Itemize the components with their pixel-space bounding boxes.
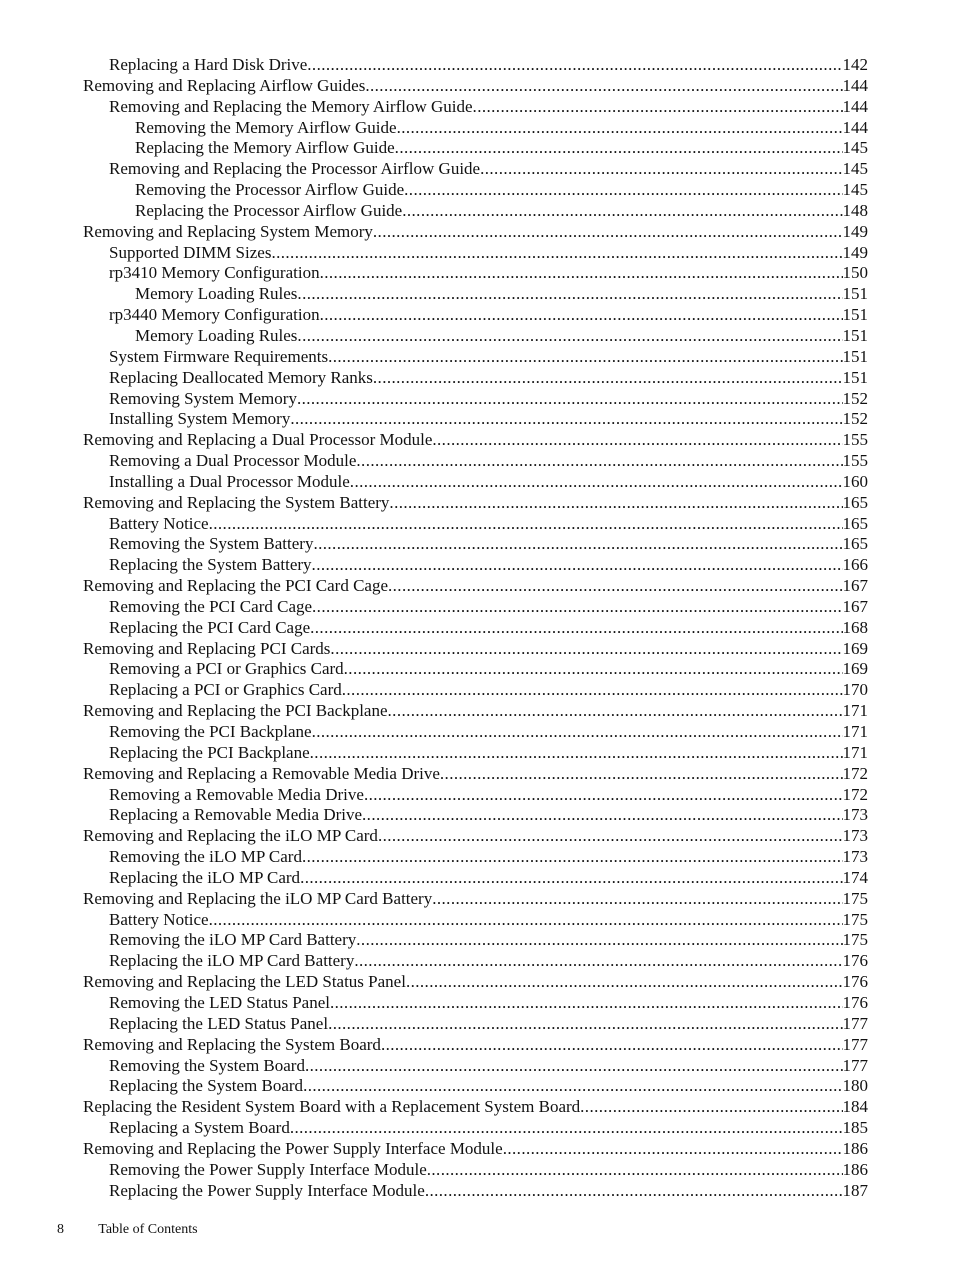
toc-entry[interactable] [83,514,868,535]
toc-entry-page-number: 148 [842,200,868,220]
toc-entry-title: Replacing the Power Supply Interface Module [109,1180,425,1200]
toc-entry[interactable] [83,97,868,118]
toc-entry-title: Removing the LED Status Panel [109,992,330,1012]
toc-dot-leader [328,347,842,368]
toc-entry-page-number: 176 [842,992,868,1012]
toc-entry-title: Replacing the iLO MP Card Battery [109,951,355,971]
toc-entry-title: Supported DIMM Sizes [109,242,272,262]
toc-entry-title: Replacing a System Board [109,1118,290,1138]
toc-entry-title: Removing and Replacing the LED Status Panel [83,972,406,992]
toc-dot-leader [307,55,842,76]
toc-entry-title: Removing and Replacing a Removable Media Drive [83,763,440,783]
toc-entry-title: Replacing the LED Status Panel [109,1013,329,1033]
toc-dot-leader [328,1014,842,1035]
toc-entry[interactable] [83,576,868,597]
toc-dot-leader [297,326,842,347]
toc-entry-title: Replacing a Hard Disk Drive [109,55,308,74]
toc-entry-page-number: 184 [842,1097,868,1117]
toc-entry-page-number: 177 [842,1055,868,1075]
toc-entry-page-number: 165 [842,492,868,512]
toc-dot-leader [310,618,842,639]
toc-dot-leader [302,847,843,868]
toc-dot-leader [402,201,842,222]
toc-entry-page-number: 170 [842,680,868,700]
toc-entry-title: Removing the iLO MP Card Battery [109,930,357,950]
toc-dot-leader [432,889,842,910]
toc-dot-leader [350,472,843,493]
toc-entry-title: Replacing the iLO MP Card [109,867,301,887]
toc-entry[interactable] [83,1035,868,1056]
toc-entry[interactable] [83,1014,868,1035]
toc-entry-title: Battery Notice [109,513,209,533]
toc-entry[interactable] [83,868,868,889]
toc-entry-page-number: 142 [842,55,868,74]
toc-entry-title: Replacing the System Board [109,1076,304,1096]
toc-entry-title: Removing the Memory Airflow Guide [135,117,397,137]
toc-entry-title: Removing the PCI Card Cage [109,596,313,616]
toc-dot-leader [373,222,843,243]
toc-entry-title: Replacing a Removable Media Drive [109,805,363,825]
toc-entry-page-number: 167 [842,596,868,616]
footer-page-number: 8 [57,1222,64,1237]
toc-entry[interactable] [83,1118,868,1139]
toc-entry-title: Installing System Memory [109,409,291,429]
toc-dot-leader [305,1056,843,1077]
toc-entry[interactable] [83,368,868,389]
toc-entry-page-number: 151 [842,305,868,325]
toc-entry-page-number: 177 [842,1013,868,1033]
toc-entry-title: Installing a Dual Processor Module [109,471,350,491]
toc-dot-leader [290,1118,843,1139]
toc-entry[interactable] [83,597,868,618]
toc-entry-page-number: 186 [842,1159,868,1179]
toc-dot-leader [290,409,842,430]
toc-entry-page-number: 185 [842,1118,868,1138]
toc-entry-title: Removing and Replacing a Dual Processor Module [83,430,433,450]
toc-dot-leader [320,263,843,284]
toc-entry-page-number: 166 [842,555,868,575]
toc-entry-page-number: 173 [842,847,868,867]
toc-entry[interactable] [83,451,868,472]
toc-dot-leader [432,430,842,451]
toc-entry-title: Removing and Replacing the PCI Backplane [83,701,388,721]
toc-entry-page-number: 144 [842,117,868,137]
toc-entry[interactable] [83,930,868,951]
toc-entry-page-number: 177 [842,1034,868,1054]
toc-dot-leader [310,743,843,764]
toc-entry[interactable] [83,201,868,222]
toc-entry-page-number: 171 [842,742,868,762]
toc-dot-leader [404,180,842,201]
toc-entry-title: Removing a Dual Processor Module [109,451,357,471]
toc-entry-title: Memory Loading Rules [135,284,298,304]
toc-entry[interactable] [83,972,868,993]
toc-entry-title: Replacing Deallocated Memory Ranks [109,367,373,387]
toc-entry[interactable] [83,222,868,243]
toc-entry-page-number: 176 [842,951,868,971]
toc-entry-page-number: 173 [842,805,868,825]
toc-dot-leader [271,243,842,264]
toc-entry-page-number: 171 [842,722,868,741]
toc-dot-leader [320,305,843,326]
toc-entry[interactable] [83,847,868,868]
toc-entry[interactable] [83,1160,868,1181]
toc-entry-title: Removing and Replacing the iLO MP Card Battery [83,888,433,908]
toc-dot-leader [354,951,842,972]
toc-dot-leader [297,389,843,410]
toc-entry[interactable] [83,1139,868,1160]
toc-entry-page-number: 155 [842,430,868,450]
toc-dot-leader [364,785,843,806]
toc-entry-page-number: 145 [842,138,868,158]
toc-dot-leader [397,118,843,139]
toc-dot-leader [330,639,842,660]
toc-entry[interactable] [83,284,868,305]
toc-dot-leader [297,284,842,305]
toc-entry-page-number: 151 [842,367,868,387]
toc-entry-title: Removing and Replacing System Memory [83,221,373,241]
toc-entry-title: Removing the Processor Airflow Guide [135,180,405,200]
toc-dot-leader [356,930,842,951]
toc-entry-page-number: 149 [842,242,868,262]
toc-dot-leader [303,1076,842,1097]
toc-entry-title: Replacing the PCI Card Cage [109,617,311,637]
toc-dot-leader [344,659,843,680]
toc-entry-page-number: 155 [842,451,868,471]
toc-dot-leader [406,972,843,993]
toc-entry-title: Memory Loading Rules [135,325,298,345]
toc-entry-page-number: 165 [842,513,868,533]
toc-entry[interactable] [83,993,868,1014]
toc-entry[interactable] [83,1181,868,1202]
toc-entry-title: Battery Notice [109,909,209,929]
toc-dot-leader [312,722,843,743]
toc-entry-page-number: 173 [842,826,868,846]
toc-entry-page-number: 186 [842,1138,868,1158]
toc-entry-page-number: 172 [842,784,868,804]
toc-entry-page-number: 187 [842,1180,868,1200]
toc-entry-title: Removing and Replacing the Power Supply Interface Module [83,1138,503,1158]
toc-entry[interactable] [83,159,868,180]
toc-entry-page-number: 150 [842,263,868,283]
toc-entry-page-number: 160 [842,471,868,491]
toc-dot-leader [503,1139,843,1160]
toc-entry-page-number: 175 [842,930,868,950]
toc-dot-leader [388,701,843,722]
toc-dot-leader [362,805,842,826]
toc-dot-leader [388,576,843,597]
toc-entry[interactable] [83,910,868,931]
toc-entry-title: Removing the System Board [109,1055,305,1075]
toc-entry[interactable] [83,347,868,368]
toc-entry-title: Removing and Replacing the PCI Card Cage [83,576,388,596]
toc-dot-leader [365,76,842,97]
toc-entry-page-number: 152 [842,409,868,429]
toc-entry-title: Removing and Replacing the iLO MP Card [83,826,378,846]
toc-entry-title: Removing the iLO MP Card [109,847,302,867]
toc-entry-page-number: 151 [842,325,868,345]
toc-entry[interactable] [83,389,868,410]
toc-dot-leader [300,868,842,889]
toc-entry-title: Replacing a PCI or Graphics Card [109,680,342,700]
toc-entry[interactable] [83,1097,868,1118]
toc-dot-leader [312,555,843,576]
toc-entry-title: Replacing the Processor Airflow Guide [135,200,403,220]
toc-entry-page-number: 169 [842,638,868,658]
toc-entry-title: Replacing the PCI Backplane [109,742,310,762]
toc-dot-leader [425,1181,843,1202]
toc-entry[interactable] [83,722,868,743]
toc-entry[interactable] [83,472,868,493]
toc-entry-title: Removing and Replacing PCI Cards [83,638,331,658]
toc-entry[interactable] [83,430,868,451]
toc-entry-title: Removing the Power Supply Interface Module [109,1159,427,1179]
toc-entry-title: Replacing the Resident System Board with a Replacement System Board [83,1097,581,1117]
toc-entry[interactable] [83,555,868,576]
toc-entry-title: Removing a Removable Media Drive [109,784,364,804]
toc-dot-leader [389,493,842,514]
toc-entry-title: Removing and Replacing the Memory Airflow Guide [109,96,473,116]
toc-entry-title: Replacing the Memory Airflow Guide [135,138,395,158]
toc-entry[interactable] [83,326,868,347]
toc-entry-page-number: 145 [842,180,868,200]
toc-entry[interactable] [83,493,868,514]
toc-entry-title: Replacing the System Battery [109,555,312,575]
toc-entry-page-number: 174 [842,867,868,887]
toc-dot-leader [440,764,843,785]
toc-dot-leader [342,680,843,701]
toc-entry-title: System Firmware Requirements [109,346,329,366]
toc-entry-page-number: 151 [842,346,868,366]
toc-entry[interactable] [83,951,868,972]
toc-entry[interactable] [83,138,868,159]
toc-entry[interactable] [83,764,868,785]
toc-entry[interactable] [83,659,868,680]
page-footer [57,1222,198,1238]
toc-entry[interactable] [83,305,868,326]
toc-entry[interactable] [83,118,868,139]
toc-entry-page-number: 145 [842,159,868,179]
toc-entry[interactable] [83,243,868,264]
toc-entry[interactable] [83,534,868,555]
toc-entry-title: Removing and Replacing the System Battery [83,492,390,512]
toc-entry[interactable] [83,55,868,76]
toc-dot-leader [373,368,843,389]
toc-entry[interactable] [83,618,868,639]
toc-entry-title: Removing and Replacing the Processor Airflow Guide [109,159,481,179]
table-of-contents [83,55,868,1201]
toc-entry[interactable] [83,639,868,660]
toc-entry-page-number: 169 [842,659,868,679]
toc-dot-leader [330,993,843,1014]
toc-entry-title: Removing System Memory [109,388,297,408]
toc-dot-leader [480,159,842,180]
toc-entry[interactable] [83,1076,868,1097]
footer-section-title: Table of Contents [98,1222,198,1237]
toc-entry-page-number: 152 [842,388,868,408]
toc-dot-leader [313,534,842,555]
toc-entry[interactable] [83,263,868,284]
toc-dot-leader [209,910,843,931]
toc-entry[interactable] [83,180,868,201]
toc-entry-title: rp3410 Memory Configuration [109,263,320,283]
toc-entry-page-number: 151 [842,284,868,304]
toc-entry[interactable] [83,743,868,764]
toc-dot-leader [580,1097,842,1118]
toc-entry-page-number: 176 [842,972,868,992]
toc-entry-page-number: 144 [842,96,868,116]
toc-dot-leader [312,597,842,618]
toc-entry-page-number: 149 [842,221,868,241]
toc-entry-page-number: 172 [842,763,868,783]
toc-entry-page-number: 167 [842,576,868,596]
toc-entry[interactable] [83,889,868,910]
toc-entry[interactable] [83,76,868,97]
toc-dot-leader [378,826,843,847]
toc-dot-leader [381,1035,843,1056]
toc-entry[interactable] [83,1056,868,1077]
toc-dot-leader [473,97,843,118]
toc-entry-page-number: 144 [842,75,868,95]
toc-entry-title: Removing a PCI or Graphics Card [109,659,344,679]
toc-entry-page-number: 165 [842,534,868,554]
toc-entry-title: Removing the System Battery [109,534,314,554]
toc-entry[interactable] [83,701,868,722]
toc-dot-leader [427,1160,843,1181]
toc-entry[interactable] [83,680,868,701]
toc-entry[interactable] [83,409,868,430]
toc-entry-page-number: 168 [842,617,868,637]
toc-entry-title: Removing the PCI Backplane [109,722,312,741]
toc-dot-leader [209,514,843,535]
toc-entry-page-number: 171 [842,701,868,721]
toc-entry-page-number: 175 [842,909,868,929]
toc-entry-page-number: 180 [842,1076,868,1096]
toc-entry[interactable] [83,826,868,847]
toc-entry[interactable] [83,805,868,826]
toc-dot-leader [395,138,843,159]
toc-entry-page-number: 175 [842,888,868,908]
toc-entry-title: rp3440 Memory Configuration [109,305,320,325]
toc-entry-title: Removing and Replacing Airflow Guides [83,75,366,95]
toc-entry[interactable] [83,785,868,806]
toc-dot-leader [356,451,842,472]
toc-entry-title: Removing and Replacing the System Board [83,1034,381,1054]
